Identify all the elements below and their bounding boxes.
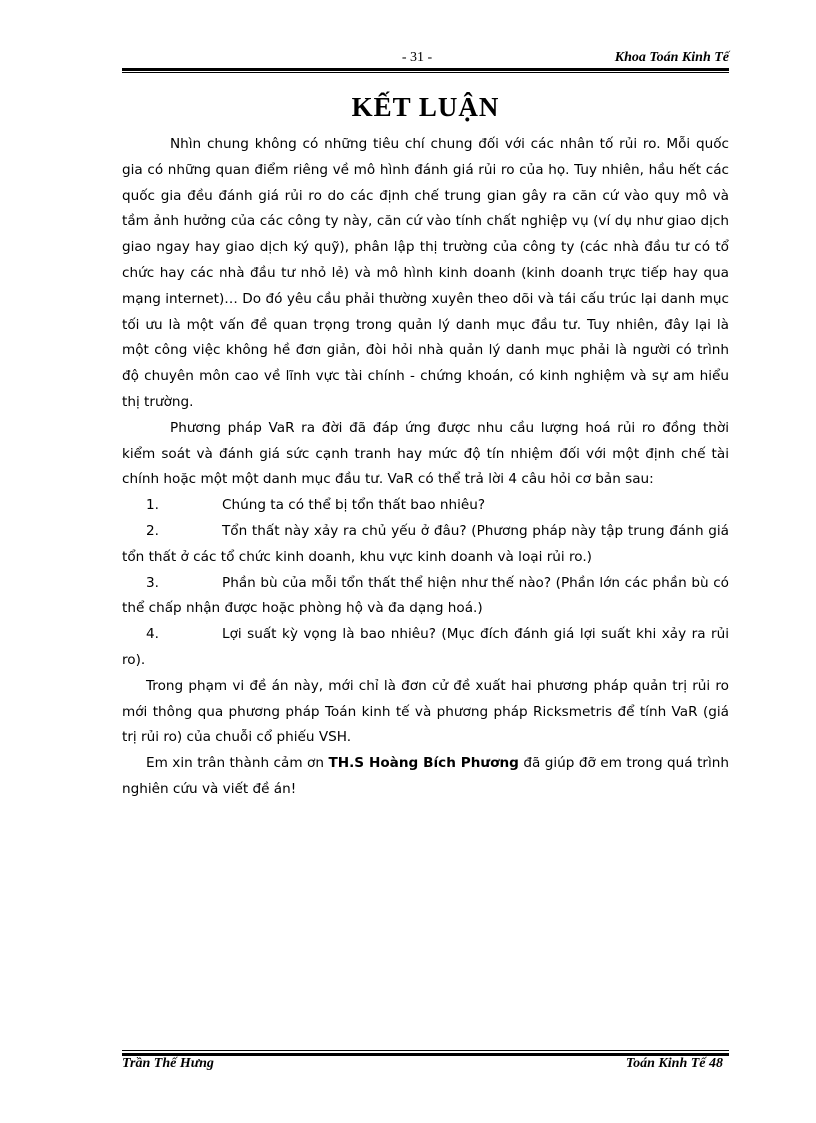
list-number: 4.	[146, 626, 159, 643]
paragraph-thanks	[122, 751, 729, 803]
page-header	[122, 50, 729, 68]
footer-class: Toán Kinh Tế 48	[625, 1056, 723, 1071]
list-text: Tổn thất này xảy ra chủ yếu ở đâu? (Phương pháp này tập trung đánh giá tổn thất ở các tổ chức kinh doanh, khu vực kinh doanh và loại rủi ro.)	[122, 522, 729, 565]
page-footer	[122, 1056, 729, 1076]
paragraph-scope: Trong phạm vi đề án này, mới chỉ là đơn cử đề xuất hai phương pháp quản trị rủi ro mới thông qua phương pháp Toán kinh tế và phương pháp Ricksmetris để tính VaR (giá trị rủi ro) của chuỗi cổ phiếu VSH.	[122, 677, 729, 746]
footer-rule-thin	[122, 1050, 729, 1051]
header-department: Khoa Toán Kinh Tế	[614, 50, 729, 65]
list-item	[122, 622, 729, 674]
paragraph-intro: Nhìn chung không có những tiêu chí chung đối với các nhân tố rủi ro. Mỗi quốc gia có những quan điểm riêng về mô hình đánh giá rủi ro của họ. Tuy nhiên, hầu hết các quốc gia đều đánh giá rủi ro do các định chế trung gian gây ra căn cứ vào quy mô và tầm ảnh hưởng của các công ty này, căn cứ vào tính chất nghiệp vụ (ví dụ như giao dịch giao ngay hay giao dịch ký quỹ), phân lập thị trường của công ty (các nhà đầu tư có tổ chức hay các nhà đầu tư nhỏ lẻ) và mô hình kinh doanh (kinh doanh trực tiếp hay qua mạng internet)… Do đó yêu cầu phải thường xuyên theo dõi và tái cấu trúc lại danh mục tối ưu là một vấn đề quan trọng trong quản lý danh mục đầu tư. Tuy nhiên, đây lại là một công việc không hề đơn giản, đòi hỏi nhà quản lý danh mục phải là người có trình độ chuyên môn cao về lĩnh vực tài chính - chứng khoán, có kinh nghiệm và sự am hiểu thị trường.	[122, 136, 729, 410]
supervisor-name: TH.S Hoàng Bích Phương	[328, 755, 519, 772]
list-text: Phần bù của mỗi tổn thất thể hiện như thế nào? (Phần lớn các phần bù có thể chấp nhận được hoặc phòng hộ và đa dạng hoá.)	[122, 574, 729, 617]
list-number: 2.	[146, 522, 159, 539]
page-title: KẾT LUẬN	[351, 92, 500, 122]
body-text	[122, 132, 729, 803]
list-item	[122, 493, 729, 519]
list-text: Chúng ta có thể bị tổn thất bao nhiêu?	[222, 497, 486, 514]
list-item	[122, 571, 729, 623]
list-text: Lợi suất kỳ vọng là bao nhiêu? (Mục đích đánh giá lợi suất khi xảy ra rủi ro).	[122, 626, 729, 668]
footer-author: Trần Thế Hưng	[122, 1056, 214, 1071]
header-rule-thick	[122, 68, 729, 71]
header-rule-thin	[122, 72, 729, 73]
list-number: 1.	[146, 497, 159, 514]
list-item	[122, 519, 729, 571]
thanks-lead: Em xin trân thành cảm ơn	[146, 755, 329, 772]
paragraph-var-method: Phương pháp VaR ra đời đã đáp ứng được nhu cầu lượng hoá rủi ro đồng thời kiểm soát và đánh giá sức cạnh tranh hay mức độ tín nhiệm đối với một định chế tài chính hoặc một một danh mục đầu tư. VaR có thể trả lời 4 câu hỏi cơ bản sau:	[122, 419, 729, 488]
page-number: - 31 -	[401, 50, 433, 65]
thanks-trail: đã giúp đỡ em trong quá trình nghiên cứu và viết đề án!	[122, 755, 730, 797]
list-number: 3.	[146, 574, 159, 591]
